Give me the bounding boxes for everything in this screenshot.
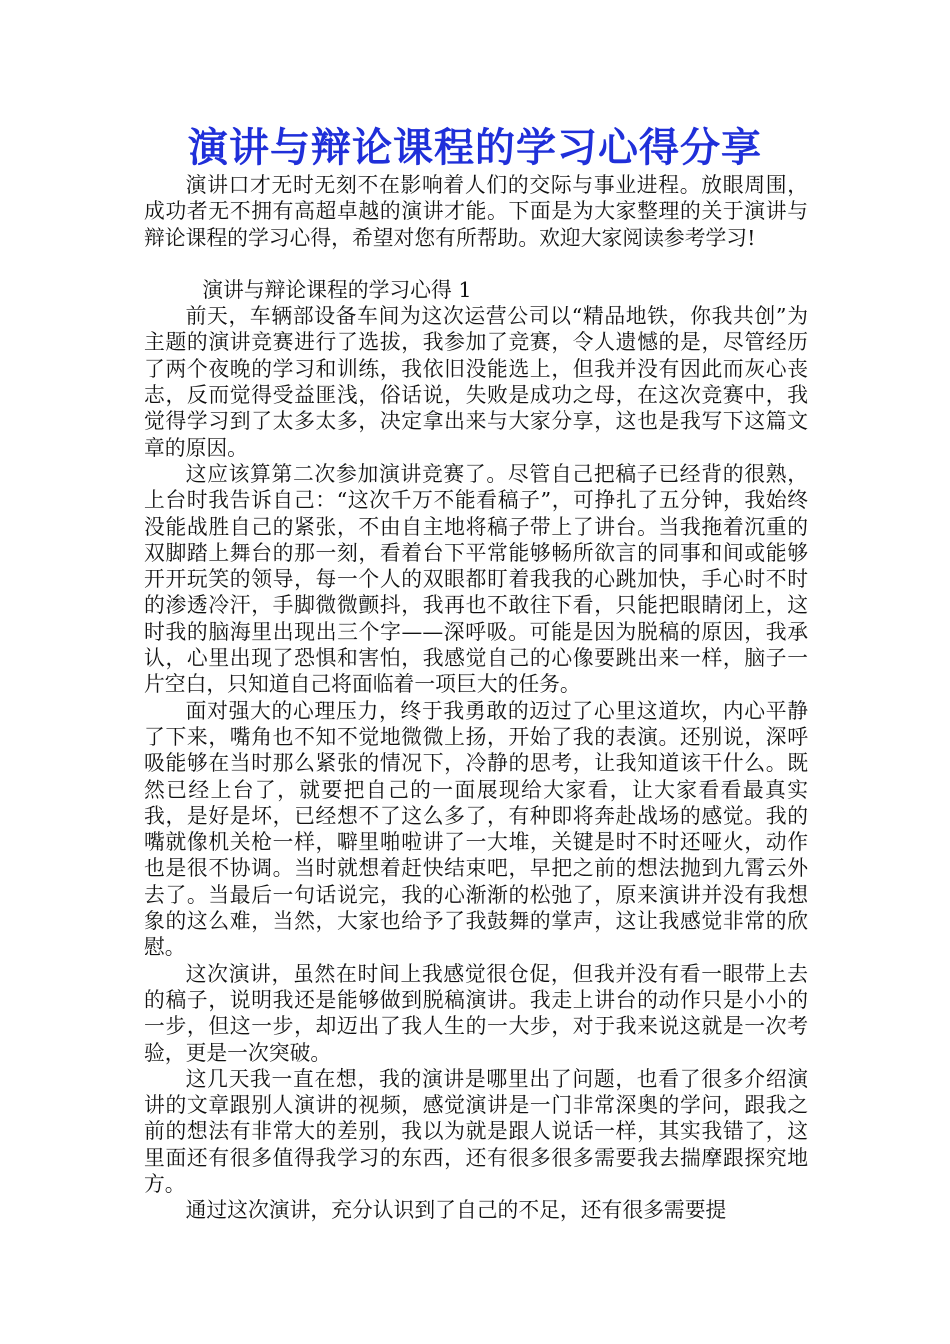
document-body (144, 172, 808, 1224)
intro-paragraph: 演讲口才无时无刻不在影响着人们的交际与事业进程。放眼周围，成功者无不拥有高超卓越的演讲才能。下面是为大家整理的关于演讲与辩论课程的学习心得，希望对您有所帮助。欢迎大家阅读参考学习! (144, 173, 808, 250)
body-paragraph: 这次演讲，虽然在时间上我感觉很仓促，但我并没有看一眼带上去的稿子，说明我还是能够做到脱稿演讲。我走上讲台的动作只是小小的一步，但这一步，却迈出了我人生的一大步，对于我来说这就是一次考验，更是一次突破。 (144, 961, 808, 1065)
section-heading: 演讲与辩论课程的学习心得 1 (202, 277, 472, 302)
body-paragraph: 这几天我一直在想，我的演讲是哪里出了问题，也看了很多介绍演讲的文章跟别人演讲的视频，感觉演讲是一门非常深奥的学问，跟我之前的想法有非常大的差别，我以为就是跟人说话一样，其实我错了，这里面还有很多值得我学习的东西，还有很多很多需要我去揣摩跟探究地方。 (144, 1066, 808, 1196)
body-paragraph: 前天，车辆部设备车间为这次运营公司以“精品地铁，你我共创”为主题的演讲竞赛进行了选拔，我参加了竞赛，令人遗憾的是，尽管经历了两个夜晚的学习和训练，我依旧没能选上，但我并没有因此而灰心丧志，反而觉得受益匪浅，俗话说，失败是成功之母，在这次竞赛中，我觉得学习到了太多太多，决定拿出来与大家分享，这也是我写下这篇文章的原因。 (144, 304, 808, 460)
body-paragraph: 通过这次演讲，充分认识到了自己的不足，还有很多需要提 (185, 1198, 727, 1223)
body-paragraph: 这应该算第二次参加演讲竞赛了。尽管自己把稿子已经背的很熟，上台时我告诉自己：“这次千万不能看稿子”，可挣扎了五分钟，我始终没能战胜自己的紧张，不由自主地将稿子带上了讲台。当我拖着沉重的双脚踏上舞台的那一刻，看着台下平常能够畅所欲言的同事和间或能够开开玩笑的领导，每一个人的双眼都盯着我我的心跳加快，手心时不时的渗透冷汗，手脚微微颤抖，我再也不敢往下看，只能把眼睛闭上，这时我的脑海里出现出三个字——深呼吸。可能是因为脱稿的原因，我承认，心里出现了恐惧和害怕，我感觉自己的心像要跳出来一样，脑子一片空白，只知道自己将面临着一项巨大的任务。 (144, 461, 808, 697)
body-paragraph: 面对强大的心理压力，终于我勇敢的迈过了心里这道坎，内心平静了下来，嘴角也不知不觉地微微上扬，开始了我的表演。还别说，深呼吸能够在当时那么紧张的情况下，冷静的思考，让我知道该干什么。既然已经上台了，就要把自己的一面展现给大家看，让大家看看最真实我，是好是坏，已经想不了这么多了，有种即将奔赴战场的感觉。我的嘴就像机关枪一样，噼里啪啦讲了一大堆，关键是时不时还哑火，动作也是很不协调。当时就想着赶快结束吧，早把之前的想法抛到九霄云外去了。当最后一句话说完，我的心渐渐的松弛了，原来演讲并没有我想象的这么难，当然，大家也给予了我鼓舞的掌声，这让我感觉非常的欣慰。 (144, 698, 808, 960)
document-title: 演讲与辩论课程的学习心得分享 (188, 124, 762, 171)
